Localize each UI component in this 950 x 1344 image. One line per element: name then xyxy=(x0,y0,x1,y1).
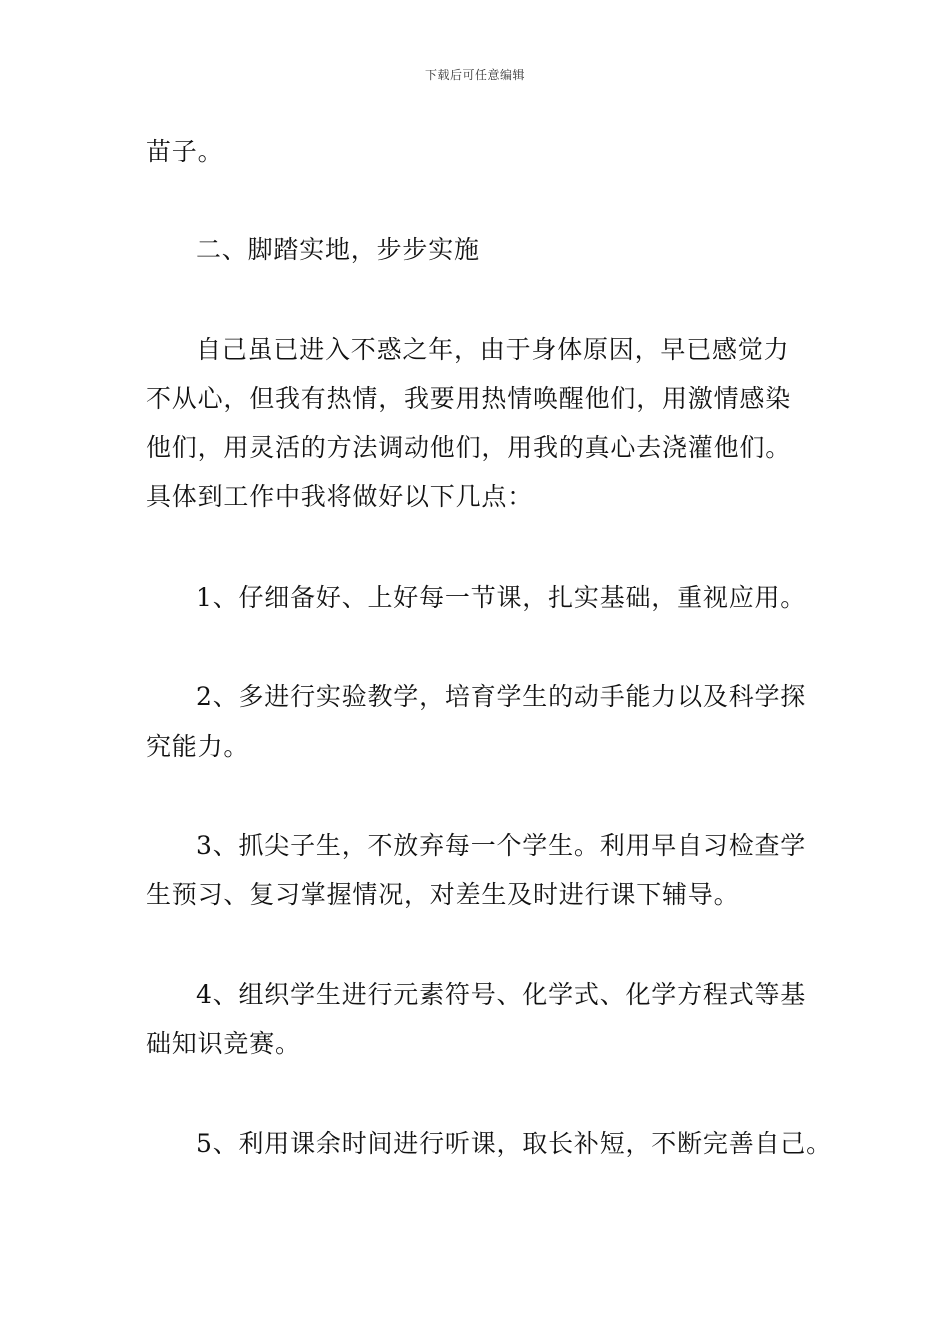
list-item: 5、利用课余时间进行听课，取长补短，不断完善自己。 xyxy=(196,1129,832,1158)
text-line: 生预习、复习掌握情况，对差生及时进行课下辅导。 xyxy=(146,880,740,909)
text-line: 不从心，但我有热情，我要用热情唤醒他们，用激情感染 xyxy=(146,384,792,413)
page-header: 下载后可任意编辑 xyxy=(424,68,525,82)
text-line: 苗子。 xyxy=(146,137,224,166)
text-line: 具体到工作中我将做好以下几点： xyxy=(146,482,534,511)
text-line: 自己虽已进入不惑之年，由于身体原因，早已感觉力 xyxy=(196,335,790,364)
section-heading: 二、脚踏实地，步步实施 xyxy=(196,235,480,264)
list-item: 4、组织学生进行元素符号、化学式、化学方程式等基 xyxy=(196,980,807,1009)
list-item: 1、仔细备好、上好每一节课，扎实基础，重视应用。 xyxy=(196,583,807,612)
text-line: 究能力。 xyxy=(146,732,250,761)
text-line: 础知识竞赛。 xyxy=(146,1029,301,1058)
list-item: 3、抓尖子生，不放弃每一个学生。利用早自习检查学 xyxy=(196,831,807,860)
text-line: 他们，用灵活的方法调动他们，用我的真心去浇灌他们。 xyxy=(146,433,792,462)
list-item: 2、多进行实验教学，培育学生的动手能力以及科学探 xyxy=(196,682,807,711)
